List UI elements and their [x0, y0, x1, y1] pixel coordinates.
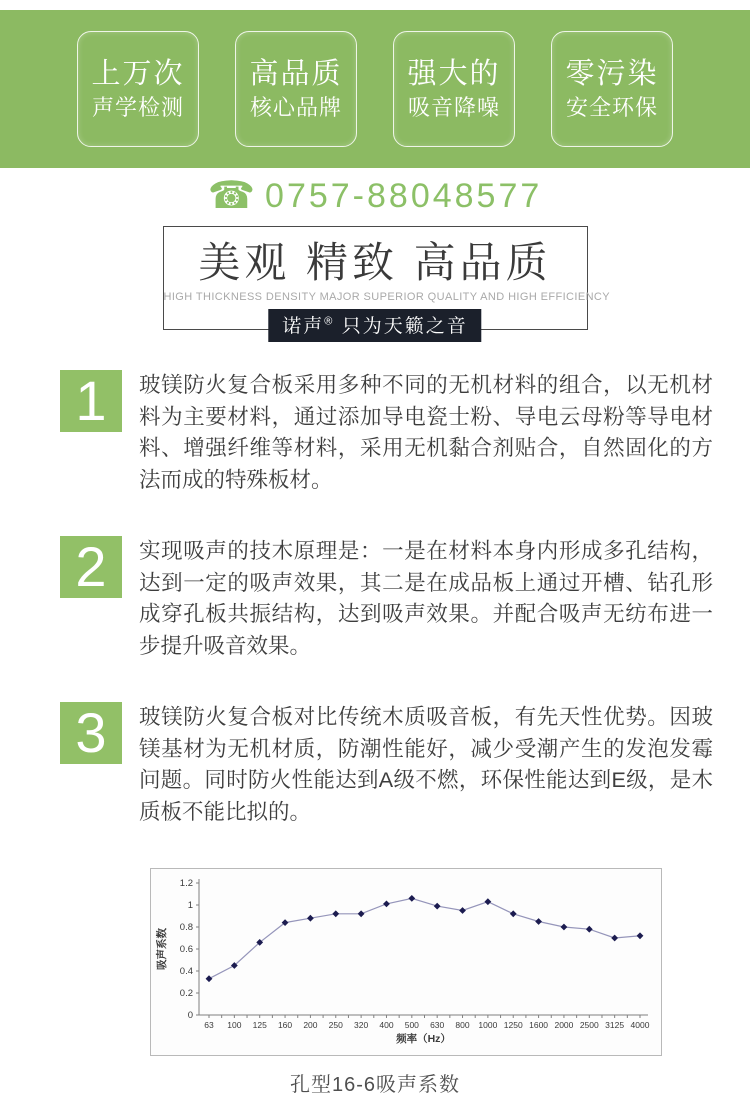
section-number-badge: 3 [60, 702, 122, 764]
svg-text:125: 125 [252, 1020, 267, 1030]
feature-box-noise-reduction [393, 31, 515, 147]
svg-text:0.8: 0.8 [179, 922, 193, 933]
absorption-chart-svg [151, 869, 659, 1050]
data-point [484, 898, 491, 905]
data-point [408, 895, 415, 902]
brand-slogan: 只为天籁之音 [341, 316, 468, 337]
section-text: 玻镁防火复合板对比传统木质吸音板，有先天性优势。因玻镁基材为无机材质，防潮性能好，减少受潮产生的发泡发霉问题。同时防火性能达到A级不燃，环保性能达到E级，是木质板不能比拟的。 [139, 705, 713, 824]
data-point [611, 935, 618, 942]
svg-text:1250: 1250 [503, 1020, 523, 1030]
phone-number: 0757-88048577 [265, 176, 543, 215]
data-point [332, 910, 339, 917]
svg-text:2000: 2000 [554, 1020, 574, 1030]
page-title: 美观 精致 高品质 [198, 239, 552, 286]
svg-text:200: 200 [303, 1020, 318, 1030]
svg-text:2500: 2500 [579, 1020, 599, 1030]
feature-title: 上万次 [91, 58, 185, 90]
feature-box-eco-safe [551, 31, 673, 147]
svg-text:320: 320 [354, 1020, 369, 1030]
svg-text:3125: 3125 [605, 1020, 625, 1030]
svg-text:160: 160 [277, 1020, 293, 1030]
svg-text:0.6: 0.6 [179, 944, 193, 955]
section-text: 玻镁防火复合板采用多种不同的无机材料的组合，以无机材料为主要材料，通过添加导电瓷士粉、导电云母粉等导电材料、增强纤维等材料，采用无机黏合剂贴合，自然固化的方法而成的特殊板材。 [139, 373, 713, 492]
data-point [383, 901, 390, 908]
svg-text:1: 1 [187, 900, 193, 911]
section-2 [0, 536, 750, 662]
svg-text:630: 630 [430, 1020, 445, 1030]
feature-title: 零污染 [565, 58, 659, 90]
feature-subtitle: 核心品牌 [249, 95, 342, 120]
data-point [586, 926, 593, 933]
svg-text:400: 400 [379, 1020, 394, 1030]
data-point [510, 910, 517, 917]
brand-badge [268, 309, 481, 342]
section-number-badge: 2 [60, 536, 122, 598]
brand-name: 诺声 [282, 316, 325, 337]
feature-box-acoustic-test [77, 31, 199, 147]
section-number-badge: 1 [60, 370, 122, 432]
svg-text:1600: 1600 [529, 1020, 549, 1030]
data-point [459, 907, 466, 914]
data-point [434, 903, 441, 910]
phone-row [0, 172, 750, 220]
x-axis-label: 频率（Hz） [396, 1033, 451, 1045]
svg-text:250: 250 [328, 1020, 343, 1030]
feature-subtitle: 吸音降噪 [407, 95, 500, 120]
svg-text:500: 500 [404, 1020, 419, 1030]
feature-subtitle: 声学检测 [91, 95, 184, 120]
svg-text:4000: 4000 [630, 1020, 650, 1030]
section-3 [0, 702, 750, 828]
section-1 [0, 370, 750, 496]
data-point [561, 924, 568, 931]
data-point [358, 910, 365, 917]
section-text: 实现吸声的技木原理是：一是在材料本身内形成多孔结构，达到一定的吸声效果，其二是在成品板上通过开槽、钻孔形成穿孔板共振结构，达到吸声效果。并配合吸声无纺布进一步提升吸音效果。 [139, 539, 713, 658]
feature-subtitle: 安全环保 [565, 95, 658, 120]
data-point [206, 975, 213, 982]
feature-banner [0, 10, 750, 168]
svg-text:63: 63 [204, 1020, 214, 1030]
data-point [307, 915, 314, 922]
feature-box-quality-brand [235, 31, 357, 147]
svg-text:0.4: 0.4 [179, 966, 193, 977]
svg-text:1.2: 1.2 [179, 878, 193, 889]
title-box [163, 226, 611, 337]
svg-text:800: 800 [455, 1020, 470, 1030]
data-point [637, 932, 644, 939]
svg-text:1000: 1000 [478, 1020, 498, 1030]
data-point [535, 918, 542, 925]
feature-title: 高品质 [249, 58, 343, 90]
chart-caption: 孔型16-6吸声系数 [289, 1074, 461, 1096]
svg-text:0.2: 0.2 [179, 988, 193, 999]
series-line [209, 898, 640, 978]
svg-text:100: 100 [227, 1020, 242, 1030]
absorption-chart [150, 868, 662, 1056]
svg-text:0: 0 [187, 1010, 193, 1021]
feature-title: 强大的 [407, 58, 501, 90]
phone-icon: ☎ [207, 175, 256, 217]
info-sections [0, 370, 750, 828]
page-subtitle: HIGH THICKNESS DENSITY MAJOR SUPERIOR QUALITY AND HIGH EFFICIENCY [163, 291, 611, 303]
registered-mark: ® [324, 315, 335, 328]
y-axis-label: 吸声系数 [156, 928, 168, 970]
